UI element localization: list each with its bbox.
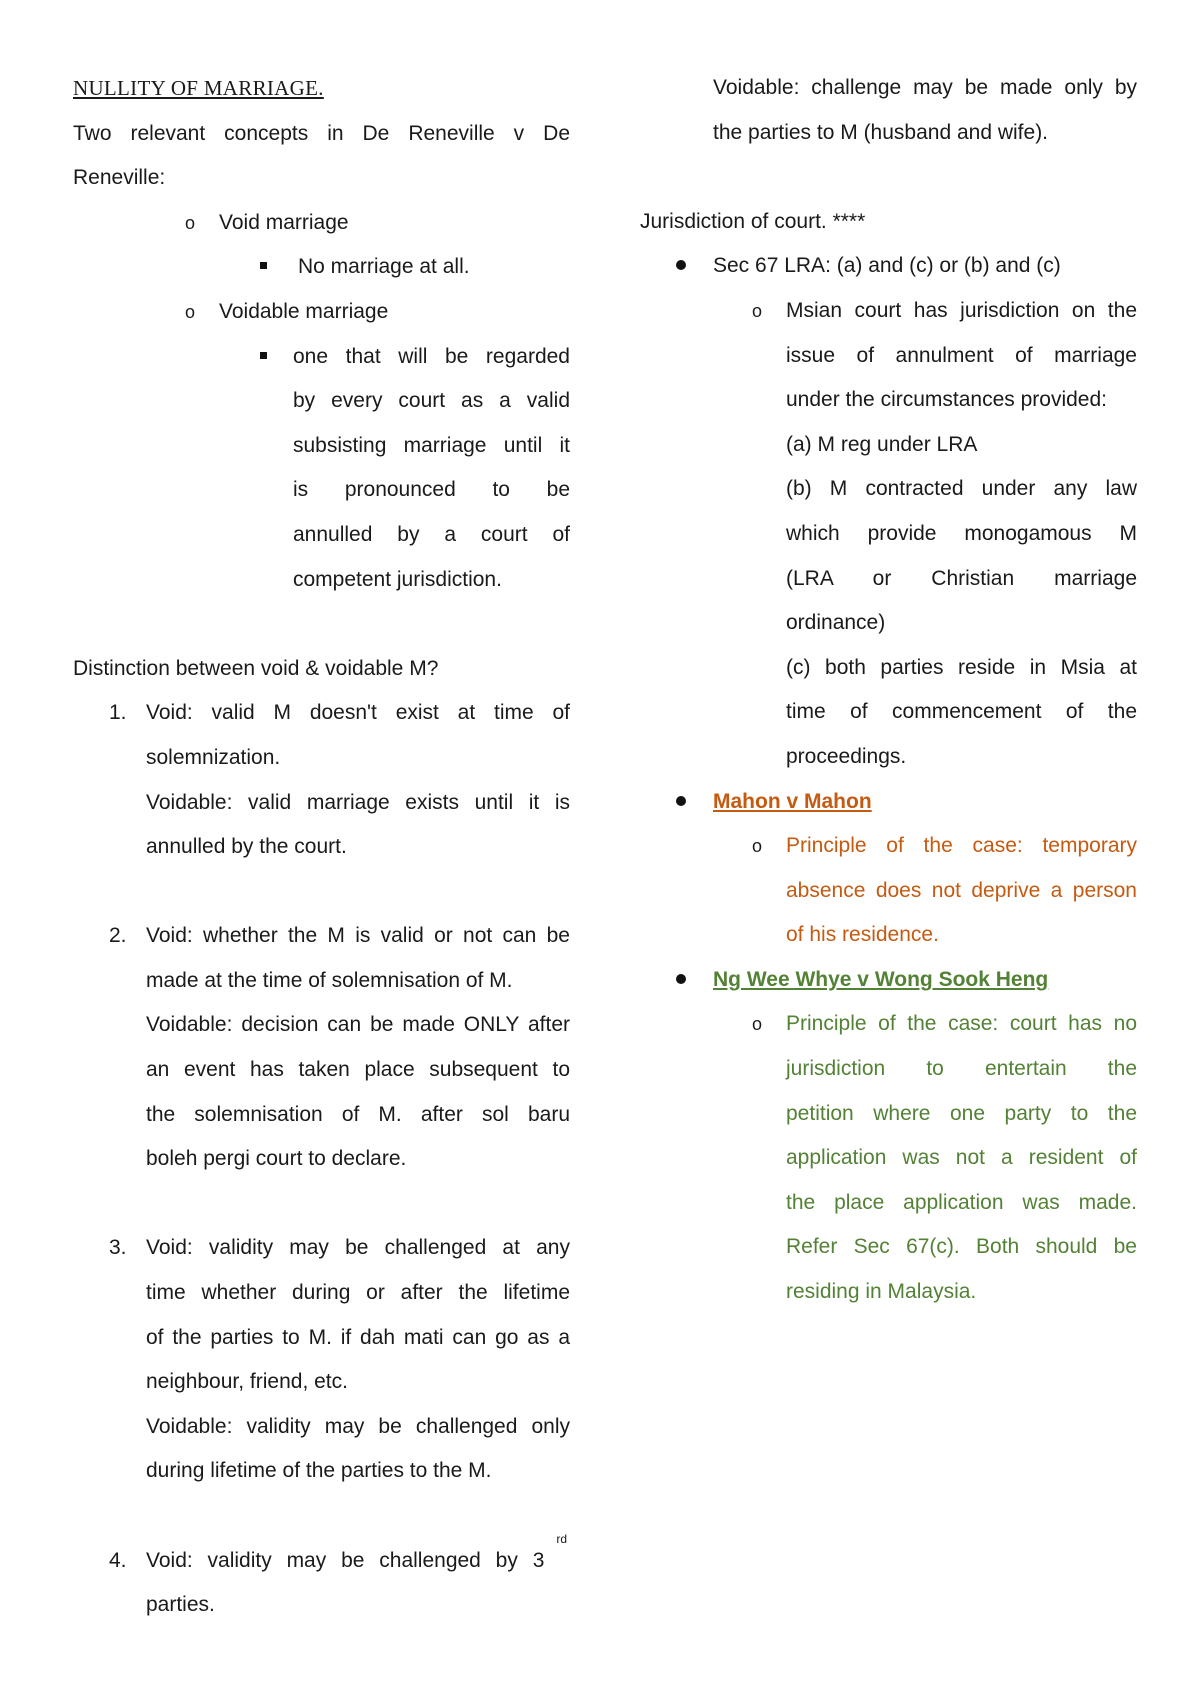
voidable-marriage-item <box>73 290 570 335</box>
circle-bullet-icon: o <box>752 300 763 321</box>
list-item: 2. Void: whether the M is valid or not can be made at the time of solemnisation of M. Voidable: decision can be made ONLY after an event has taken place subsequent to the solemnisation of M. after sol baru boleh pergi court to declare. <box>73 914 570 1182</box>
case-title-ng-wee-whye: Ng Wee Whye v Wong Sook Heng <box>713 967 1049 991</box>
list-number: 2. <box>109 924 127 948</box>
intro-line-1: Two relevant concepts in De Reneville v De <box>73 121 570 145</box>
void-marriage-item <box>73 201 570 246</box>
circle-bullet-icon: o <box>752 836 763 857</box>
voidable-marriage-desc: one that will be regarded by every court as a valid subsisting marriage until it is pronounced to be annulled by a court of competent jurisdiction. <box>73 335 570 603</box>
voidable-marriage-label: Voidable marriage <box>219 299 389 323</box>
distinction-heading: Distinction between void & voidable M? <box>73 656 439 680</box>
case-mahon-principle: o Principle of the case: temporary absence does not deprive a person of his residence. <box>640 824 1137 958</box>
jurisdiction-heading: Jurisdiction of court. **** <box>640 209 866 233</box>
left-column <box>73 66 570 1628</box>
list-item: 3. Void: validity may be challenged at any time whether during or after the lifetime of the parties to M. if dah mati can go as a neighbour, friend, etc. Voidable: validity may be challenged only during lifetime of the parties to the M. <box>73 1226 570 1494</box>
bullet-icon <box>676 244 686 289</box>
list-number: 3. <box>109 1236 127 1260</box>
circle-bullet-icon: o <box>185 301 196 322</box>
intro-line-2: Reneville: <box>73 166 166 190</box>
voidable-continuation: Voidable: challenge may be made only by the parties to M (husband and wife). <box>713 76 1137 144</box>
circle-bullet-icon: o <box>752 1014 763 1035</box>
right-column <box>640 66 1137 1315</box>
bullet-icon <box>676 958 686 1003</box>
bullet-icon <box>676 780 686 825</box>
case-ng-principle: o Principle of the case: court has no jurisdiction to entertain the petition where one party to the application was not a resident of the place application was made. Refer Sec 67(c). Both should be residing in Malaysia. <box>640 1002 1137 1314</box>
sec67-sub: o Msian court has jurisdiction on the issue of annulment of marriage under the circumstances provided: (a) M reg under LRA (b) M contracted under any law which provide monogamous M (LRA or Christian marriage ordinance) (c) both parties reside in Msia at time of commencement of the proceedings. <box>640 289 1137 780</box>
void-marriage-desc: No marriage at all. <box>73 245 570 290</box>
sec67-item: Sec 67 LRA: (a) and (c) or (b) and (c) <box>640 244 1137 289</box>
document-title: NULLITY OF MARRIAGE. <box>73 76 324 100</box>
list-number: 4. <box>109 1548 127 1572</box>
case-ng-wee-whye <box>640 958 1137 1003</box>
void-marriage-label: Void marriage <box>219 210 349 234</box>
list-item: 4. Void: validity may be challenged by 3 rd parties. <box>109 1531 567 1617</box>
square-bullet-icon <box>260 245 267 290</box>
list-item: 1. Void: valid M doesn't exist at time of solemnization. Voidable: valid marriage exists until it is annulled by the court. <box>73 691 570 869</box>
circle-bullet-icon: o <box>185 212 196 233</box>
list-number: 1. <box>109 701 127 725</box>
square-bullet-icon <box>260 335 267 380</box>
case-mahon <box>640 780 1137 825</box>
case-title-mahon: Mahon v Mahon <box>713 789 872 813</box>
